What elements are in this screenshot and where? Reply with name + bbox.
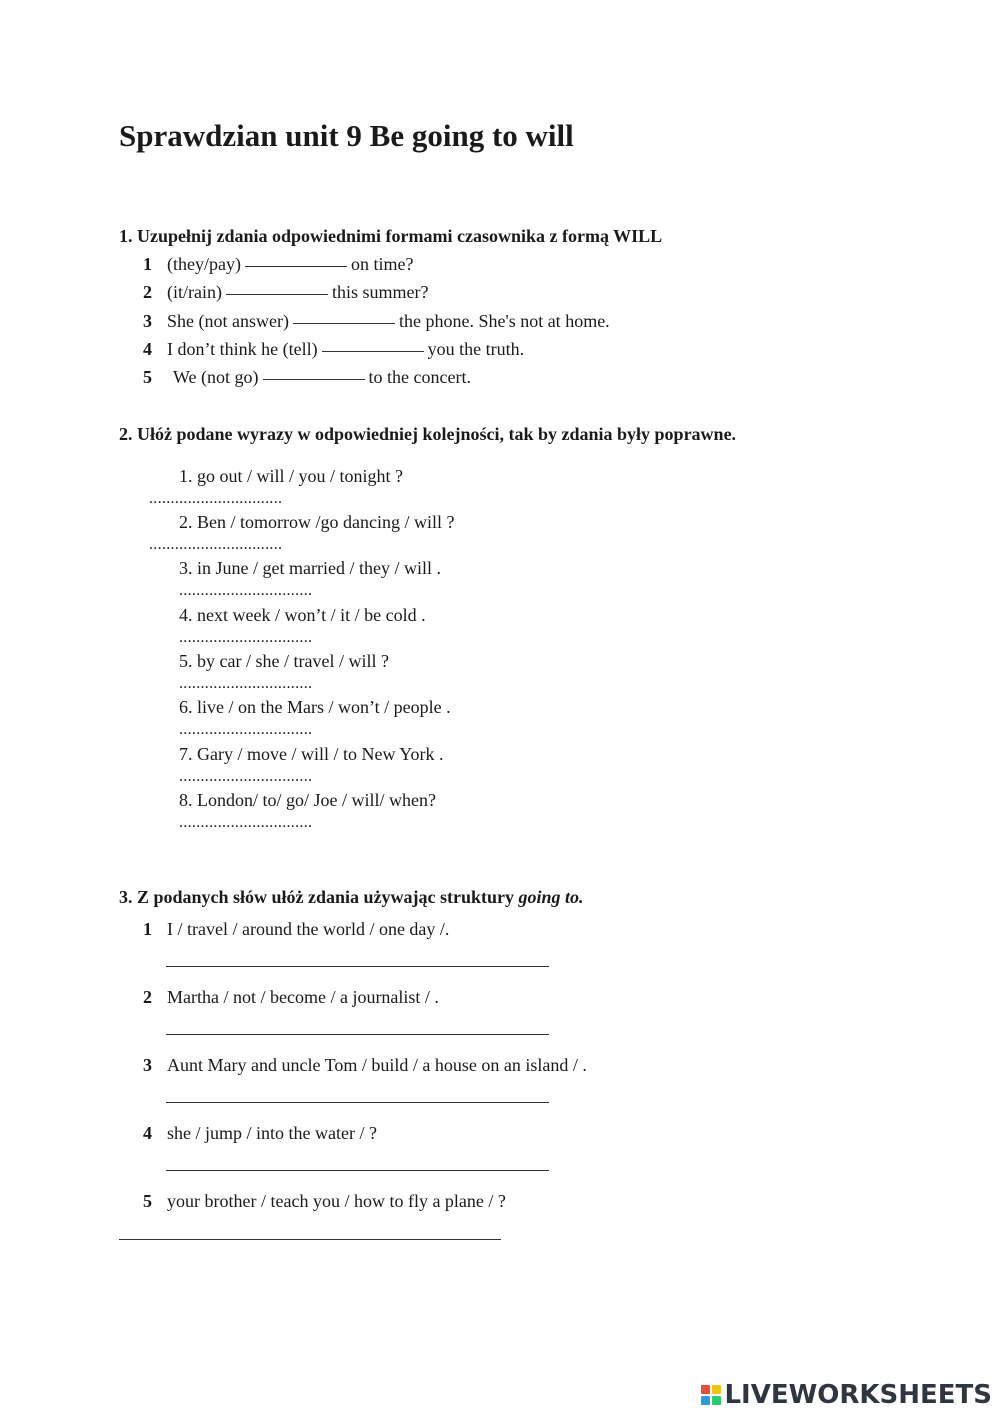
section2-item: 3. in June / get married / they / will . — [179, 558, 441, 578]
item-prompt: (it/rain) — [167, 282, 222, 302]
item-suffix: on time? — [350, 254, 414, 274]
section1-item — [143, 282, 428, 303]
item-suffix: this summer? — [331, 282, 429, 302]
item-suffix: to the concert. — [368, 367, 471, 387]
item-number: 1 — [143, 919, 152, 939]
section3-item — [143, 1123, 377, 1144]
item-suffix: the phone. She's not at home. — [398, 311, 610, 331]
section2-heading: 2. Ułóż podane wyrazy w odpowiedniej kolejności, tak by zdania były poprawne. — [119, 424, 737, 444]
section1-heading: 1. Uzupełnij zdania odpowiednimi formami czasownika z formą WILL — [119, 226, 663, 246]
item-number: 2 — [143, 987, 152, 1007]
section2-item: 8. London/ to/ go/ Joe / will/ when? — [179, 790, 436, 810]
answer-line[interactable] — [166, 966, 549, 967]
section2-item: 4. next week / won’t / it / be cold . — [179, 605, 426, 625]
section3-item — [143, 1055, 587, 1076]
item-prompt: Aunt Mary and uncle Tom / build / a house on an island / . — [167, 1055, 587, 1075]
section3-item — [143, 919, 449, 940]
answer-blank[interactable] — [245, 266, 347, 267]
section1-item — [143, 254, 413, 275]
item-number: 5 — [143, 367, 152, 387]
answer-blank[interactable] — [293, 323, 395, 324]
answer-dots[interactable]: ............................... — [149, 536, 283, 553]
section3-heading-italic: going to. — [518, 887, 584, 907]
section2-item: 6. live / on the Mars / won’t / people . — [179, 697, 451, 717]
item-number: 2 — [143, 282, 152, 302]
item-prompt: (they/pay) — [167, 254, 241, 274]
item-prompt: she / jump / into the water / ? — [167, 1123, 377, 1143]
item-number: 4 — [143, 339, 152, 359]
answer-dots[interactable]: ............................... — [179, 675, 313, 692]
item-prompt: I don’t think he (tell) — [167, 339, 318, 359]
item-prompt: your brother / teach you / how to fly a plane / ? — [167, 1191, 506, 1211]
section1-item — [143, 367, 471, 388]
item-prompt: Martha / not / become / a journalist / . — [167, 987, 439, 1007]
answer-dots[interactable]: ............................... — [179, 629, 313, 646]
item-prompt: She (not answer) — [167, 311, 289, 331]
item-number: 3 — [143, 311, 152, 331]
answer-line[interactable] — [166, 1102, 549, 1103]
section2-item: 1. go out / will / you / tonight ? — [179, 466, 403, 486]
section3-heading — [119, 887, 584, 908]
logo-square-icon — [712, 1385, 721, 1394]
section2-item: 5. by car / she / travel / will ? — [179, 651, 389, 671]
section2-item: 2. Ben / tomorrow /go dancing / will ? — [179, 512, 455, 532]
item-prompt: I / travel / around the world / one day /. — [167, 919, 450, 939]
answer-blank[interactable] — [226, 294, 328, 295]
logo-square-icon — [701, 1396, 710, 1405]
answer-dots[interactable]: ............................... — [179, 582, 313, 599]
item-number: 3 — [143, 1055, 152, 1075]
section3-item — [143, 1191, 506, 1212]
answer-dots[interactable]: ............................... — [149, 490, 283, 507]
answer-line[interactable] — [166, 1170, 549, 1171]
logo-text: LIVEWORKSHEETS — [724, 1380, 992, 1410]
answer-blank[interactable] — [263, 379, 365, 380]
logo-square-icon — [712, 1396, 721, 1405]
section3-heading-main: 3. Z podanych słów ułóż zdania używając struktury — [119, 887, 519, 907]
section1-item — [143, 339, 524, 360]
answer-line[interactable] — [119, 1239, 501, 1240]
logo-grid-icon — [701, 1385, 721, 1405]
answer-dots[interactable]: ............................... — [179, 768, 313, 785]
answer-line[interactable] — [166, 1034, 549, 1035]
answer-dots[interactable]: ............................... — [179, 814, 313, 831]
answer-blank[interactable] — [322, 351, 424, 352]
answer-dots[interactable]: ............................... — [179, 721, 313, 738]
item-number: 1 — [143, 254, 152, 274]
item-suffix: you the truth. — [427, 339, 525, 359]
item-number: 5 — [143, 1191, 152, 1211]
logo-square-icon — [701, 1385, 710, 1394]
section2-item: 7. Gary / move / will / to New York . — [179, 744, 444, 764]
liveworksheets-logo — [701, 1380, 992, 1410]
item-prompt: We (not go) — [173, 367, 259, 387]
item-number: 4 — [143, 1123, 152, 1143]
page-title: Sprawdzian unit 9 Be going to will — [119, 118, 574, 153]
section3-item — [143, 987, 439, 1008]
section1-item — [143, 311, 610, 332]
